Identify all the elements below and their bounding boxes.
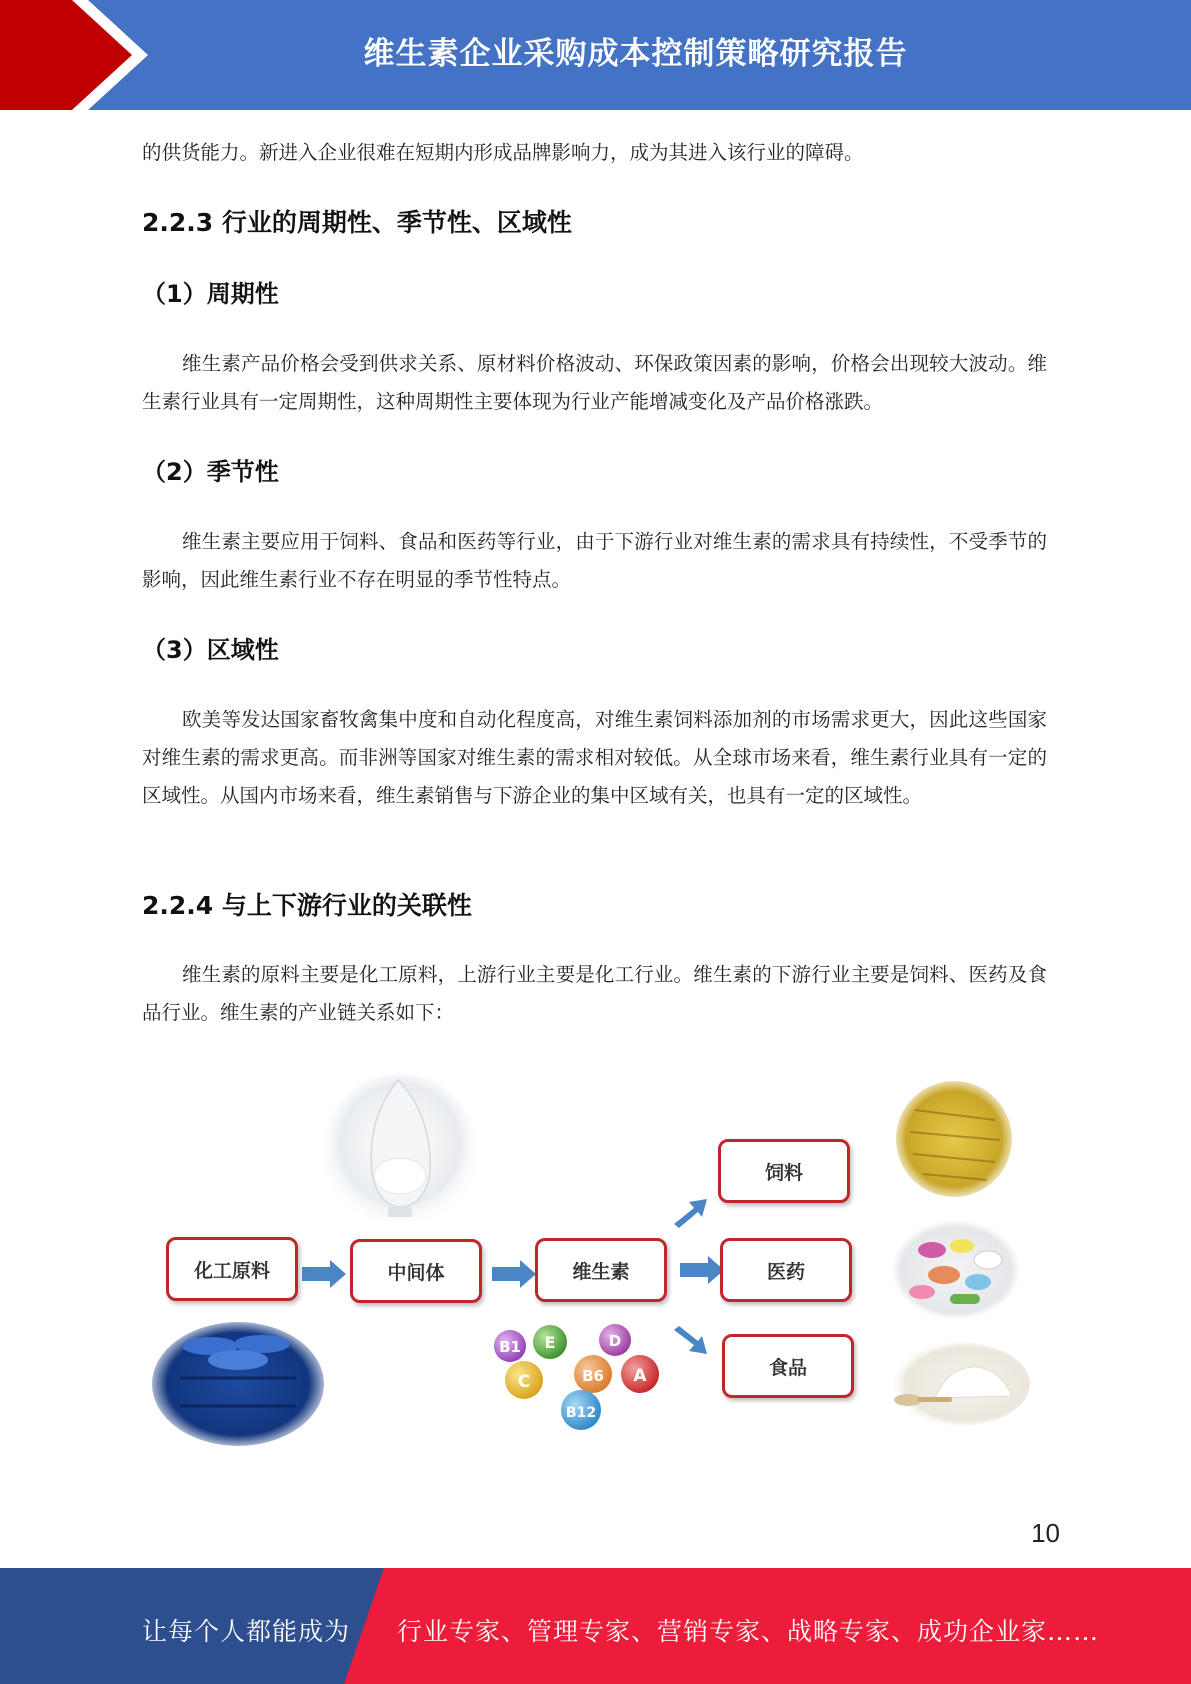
vitamin-balls-image <box>488 1324 668 1434</box>
subheading-cyclicality: （1）周期性 <box>142 280 279 308</box>
subheading-regionality: （3）区域性 <box>142 636 279 664</box>
intro-paragraph: 的供货能力。新进入企业很难在短期内形成品牌影响力，成为其进入该行业的障碍。 <box>142 141 864 164</box>
arrow-up-right-icon <box>670 1196 710 1232</box>
node-intermediate: 中间体 <box>350 1239 482 1303</box>
section-heading-2-2-4: 2.2.4 与上下游行业的关联性 <box>142 891 472 920</box>
ball-label-e: E <box>544 1333 556 1352</box>
subheading-seasonality: （2）季节性 <box>142 458 279 486</box>
paragraph-industry-chain: 维生素的原料主要是化工原料，上游行业主要是化工行业。维生素的下游行业主要是饲料、医药及食品行业。维生素的产业链关系如下： <box>142 963 1047 1024</box>
ball-label-b1: B1 <box>499 1338 521 1356</box>
ball-label-d: D <box>608 1332 622 1350</box>
ball-label-a: A <box>633 1366 647 1386</box>
report-title: 维生素企业采购成本控制策略研究报告 <box>363 36 908 72</box>
medicine-pills-image <box>892 1220 1020 1320</box>
paragraph-cyclicality: 维生素产品价格会受到供求关系、原材料价格波动、环保政策因素的影响，价格会出现较大波动。维生素行业具有一定周期性，这种周期性主要体现为行业产能增减变化及产品价格涨跌。 <box>142 352 1047 413</box>
paragraph-regionality: 欧美等发达国家畜牧禽集中度和自动化程度高，对维生素饲料添加剂的市场需求更大，因此这些国家对维生素的需求更高。而非洲等国家对维生素的需求相对较低。从全球市场来看，维生素行业具有一定的区域性。从国内市场来看，维生素销售与下游企业的集中区域有关，也具有一定的区域性。 <box>142 708 1047 807</box>
feed-bags-image <box>895 1080 1013 1198</box>
chemical-barrels-image <box>150 1316 325 1446</box>
node-food: 食品 <box>722 1334 854 1398</box>
ball-label-b12: B12 <box>565 1405 597 1421</box>
page-header <box>0 0 1191 110</box>
page-number: 10 <box>1031 1518 1060 1548</box>
node-chemical-raw-materials: 化工原料 <box>166 1237 298 1301</box>
arrow-down-right-icon <box>670 1322 710 1358</box>
arrow-right-icon <box>300 1258 350 1290</box>
food-powder-image <box>880 1338 1030 1428</box>
ball-label-c: C <box>517 1372 531 1392</box>
node-medicine: 医药 <box>720 1238 852 1302</box>
paragraph-seasonality: 维生素主要应用于饲料、食品和医药等行业，由于下游行业对维生素的需求具有持续性，不受季节的影响，因此维生素行业不存在明显的季节性特点。 <box>142 530 1047 591</box>
footer-slogan-left: 让每个人都能成为 <box>142 1617 351 1646</box>
ball-label-b6: B6 <box>582 1367 604 1385</box>
header-chevron-decoration <box>0 0 160 110</box>
section-heading-2-2-3: 2.2.3 行业的周期性、季节性、区域性 <box>142 208 572 237</box>
footer-slogan-right: 行业专家、管理专家、营销专家、战略专家、成功企业家…… <box>397 1617 1100 1646</box>
node-vitamin: 维生素 <box>535 1238 667 1302</box>
node-feed: 饲料 <box>718 1139 850 1203</box>
powder-bottle-image <box>320 1072 480 1232</box>
arrow-right-icon <box>490 1258 540 1290</box>
